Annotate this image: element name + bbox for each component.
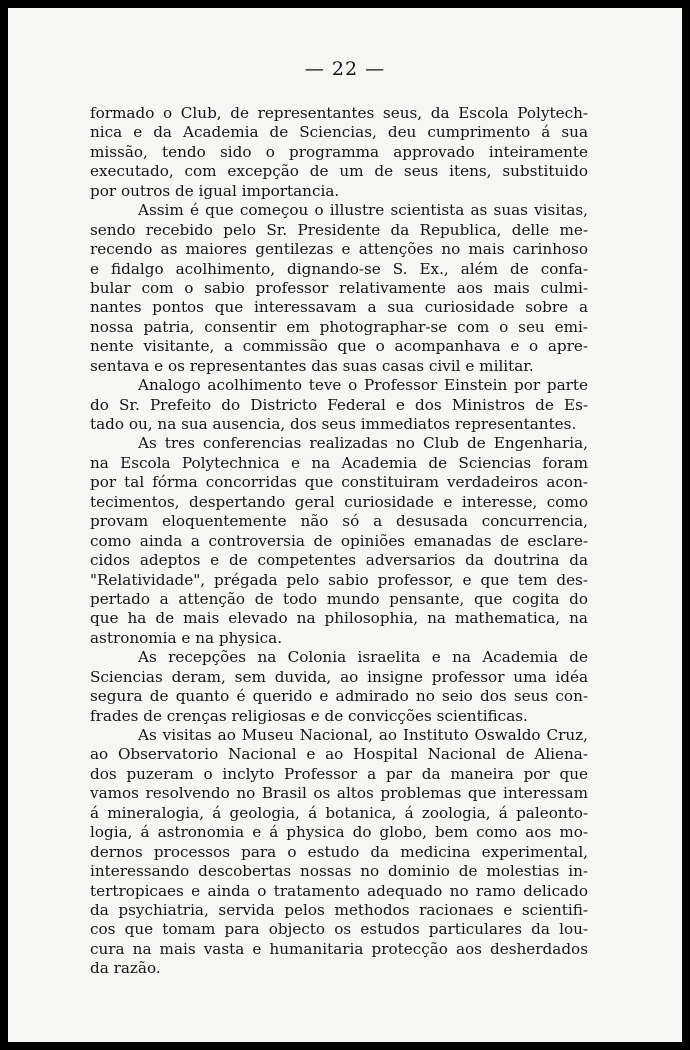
body-text — [90, 104, 588, 979]
text-line: recendo as maiores gentilezas e attenções no mais carinhoso — [90, 240, 588, 259]
text-line: ao Observatorio Nacional e ao Hospital Nacional de Aliena- — [90, 745, 588, 764]
text-line: por outros de igual importancia. — [90, 181, 340, 200]
text-line: nica e da Academia de Sciencias, deu cumprimento á sua — [90, 123, 588, 142]
text-line: frades de crenças religiosas e de convicções scientificas. — [90, 706, 528, 725]
text-line: nantes pontos que interessavam a sua curiosidade sobre a — [90, 298, 588, 317]
text-line: e fidalgo acolhimento, dignando-se S. Ex., além de confa- — [90, 259, 588, 278]
text-line: cura na mais vasta e humanitaria protecção aos desherdados — [90, 939, 588, 958]
text-line: á mineralogia, á geologia, á botanica, á zoologia, á paleonto- — [90, 803, 588, 822]
text-line: dos puzeram o inclyto Professor a par da maneira por que — [90, 764, 588, 783]
text-line: missão, tendo sido o programma approvado inteiramente — [90, 142, 588, 161]
text-line: Sciencias deram, sem duvida, ao insigne professor uma idéa — [90, 667, 588, 686]
text-line: por tal fórma concorridas que constituiram verdadeiros acon- — [90, 473, 588, 492]
text-line: tado ou, na sua ausencia, dos seus immediatos representantes. — [90, 415, 577, 433]
text-line: logia, á astronomia e á physica do globo, bem como aos mo- — [90, 823, 588, 842]
page-number: — 22 — — [304, 58, 386, 80]
text-line: executado, com excepção de um de seus itens, substituido — [90, 162, 588, 181]
text-line: As recepções na Colonia israelita e na Academia de — [138, 648, 588, 667]
text-line: segura de quanto é querido e admirado no seio dos seus con- — [90, 687, 588, 706]
text-line: cidos adeptos e de competentes adversarios da doutrina da — [90, 551, 588, 570]
text-line: sentava e os representantes das suas casas civil e militar. — [90, 356, 534, 375]
text-line: da psychiatria, servida pelos methodos racionaes e scientifi- — [90, 900, 588, 919]
text-line: formado o Club, de representantes seus, da Escola Polytech- — [90, 104, 588, 122]
text-line: nente visitante, a commissão que o acompanhava e o apre- — [90, 337, 588, 356]
text-line: As tres conferencias realizadas no Club de Engenharia, — [138, 434, 588, 453]
text-line: nossa patria, consentir em photographar-se com o seu emi- — [90, 317, 588, 336]
text-line: cos que tomam para objecto os estudos particulares da lou- — [90, 920, 588, 939]
text-line: na Escola Polytechnica e na Academia de Sciencias foram — [90, 453, 588, 472]
text-line: sendo recebido pelo Sr. Presidente da Republica, delle me- — [90, 220, 588, 239]
text-line: da razão. — [90, 959, 161, 978]
text-line: tecimentos, despertando geral curiosidade e interesse, como — [90, 492, 588, 511]
text-line: dernos processos para o estudo da medicina experimental, — [90, 842, 588, 861]
text-line: pertado a attenção de todo mundo pensante, que cogita do — [90, 589, 588, 608]
text-line: "Relatividade", prégada pelo sabio professor, e que tem des- — [90, 570, 588, 589]
text-line: como ainda a controversia de opiniões emanadas de esclare- — [90, 531, 588, 550]
text-line: Assim é que começou o illustre scientista as suas visitas, — [138, 201, 588, 220]
text-line: que ha de mais elevado na philosophia, na mathematica, na — [90, 609, 588, 628]
text-line: vamos resolvendo no Brasil os altos problemas que interessam — [90, 784, 588, 803]
text-line: astronomia e na physica. — [90, 628, 283, 647]
text-line: do Sr. Prefeito do Districto Federal e dos Ministros de Es- — [90, 395, 588, 414]
text-line: Analogo acolhimento teve o Professor Einstein por parte — [138, 376, 588, 395]
text-line: tertropicaes e ainda o tratamento adequado no ramo delicado — [90, 881, 588, 900]
text-line: provam eloquentemente não só a desusada concurrencia, — [90, 512, 588, 531]
text-line: As visitas ao Museu Nacional, ao Instituto Oswaldo Cruz, — [138, 726, 588, 744]
book-page — [8, 8, 682, 1042]
text-line: bular com o sabio professor relativamente aos mais culmi- — [90, 278, 588, 297]
text-line: interessando descobertas nossas no dominio de molestias in- — [90, 862, 588, 881]
